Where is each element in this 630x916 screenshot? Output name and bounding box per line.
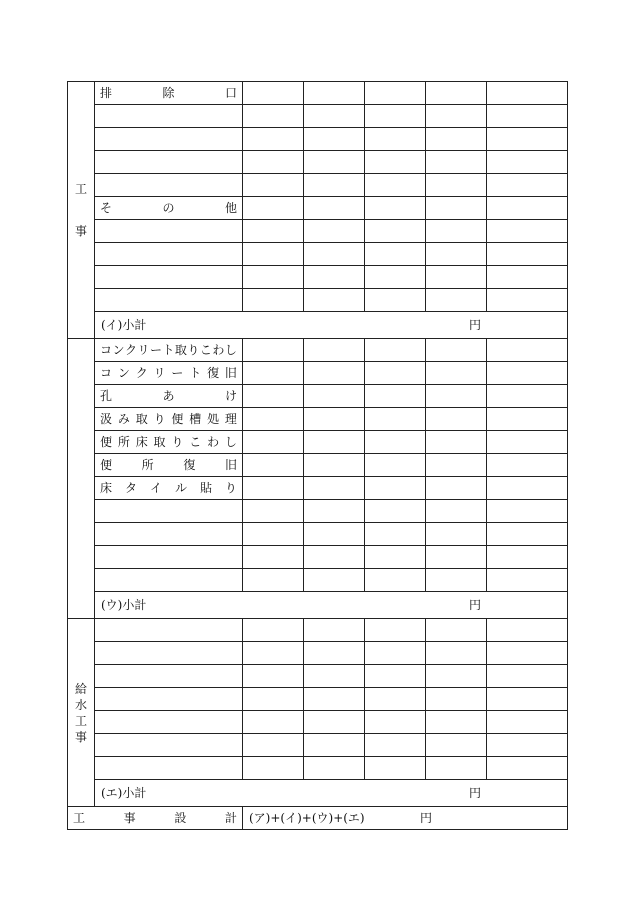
section1-item-name-cell[interactable]: [95, 220, 243, 243]
section2-value-cell-4[interactable]: [426, 362, 487, 385]
section3-value-cell-5[interactable]: [487, 619, 568, 642]
section1-value-cell-1[interactable]: [243, 289, 304, 312]
section3-value-cell-2[interactable]: [304, 619, 365, 642]
section1-item-name-cell[interactable]: [95, 128, 243, 151]
section2-item-row: [68, 408, 568, 431]
section1-value-cell-2[interactable]: [304, 289, 365, 312]
section2-item-row: [68, 500, 568, 523]
section3-item-row: [68, 642, 568, 665]
section1-category-title: [68, 183, 94, 237]
section3-value-cell-4[interactable]: [426, 665, 487, 688]
section2-item-row: [68, 454, 568, 477]
section2-item-row: [68, 523, 568, 546]
section3-value-cell-5[interactable]: [487, 734, 568, 757]
section1-item-row: [68, 197, 568, 220]
section1-value-cell-3[interactable]: [365, 266, 426, 289]
item-label: 便 所 床 取 り こ わ し: [100, 435, 237, 449]
section3-item-name-cell[interactable]: [95, 757, 243, 780]
section2-value-cell-1[interactable]: [243, 454, 304, 477]
section1-value-cell-4[interactable]: [426, 289, 487, 312]
section2-value-cell-1[interactable]: [243, 339, 304, 362]
section1-value-cell-2[interactable]: [304, 82, 365, 105]
section1-item-row: [68, 174, 568, 197]
section1-value-cell-1[interactable]: [243, 243, 304, 266]
section2-item-row: [68, 362, 568, 385]
section3-item-row: [68, 734, 568, 757]
section1-category-cell: [68, 82, 95, 339]
section2-value-cell-4[interactable]: [426, 523, 487, 546]
section2-value-cell-4[interactable]: [426, 569, 487, 592]
section2-value-cell-3[interactable]: [365, 408, 426, 431]
section3-value-cell-1[interactable]: [243, 757, 304, 780]
section3-item-name-cell[interactable]: [95, 734, 243, 757]
section1-value-cell-2[interactable]: [304, 197, 365, 220]
category-char: 事: [74, 729, 87, 744]
item-label: 汲 み 取 り 便 槽 処 理: [100, 412, 237, 426]
section3-subtotal-cell[interactable]: [95, 780, 568, 807]
section1-value-cell-5[interactable]: [487, 197, 568, 220]
section3-category-title: [68, 683, 94, 743]
section2-item-name-cell[interactable]: [95, 385, 243, 408]
section3-item-row: [68, 711, 568, 734]
item-label: そ の 他: [100, 201, 237, 215]
item-label: 便 所 復 旧: [100, 458, 237, 472]
section1-item-name-cell[interactable]: [95, 82, 243, 105]
section2-value-cell-3[interactable]: [365, 385, 426, 408]
section3-value-cell-1[interactable]: [243, 642, 304, 665]
section2-value-cell-1[interactable]: [243, 385, 304, 408]
section2-item-row: [68, 385, 568, 408]
section2-value-cell-2[interactable]: [304, 546, 365, 569]
yen-unit: 円: [468, 318, 481, 332]
section3-value-cell-2[interactable]: [304, 757, 365, 780]
section2-value-cell-3[interactable]: [365, 362, 426, 385]
category-char: 工: [74, 182, 87, 196]
category-char: 水: [74, 697, 87, 712]
section3-item-row: [68, 757, 568, 780]
section3-value-cell-4[interactable]: [426, 711, 487, 734]
section3-value-cell-3[interactable]: [365, 688, 426, 711]
section1-item-name-cell[interactable]: [95, 289, 243, 312]
section1-value-cell-4[interactable]: [426, 243, 487, 266]
section2-value-cell-4[interactable]: [426, 339, 487, 362]
section2-item-name-cell[interactable]: [95, 408, 243, 431]
design-total-formula: (ア)+(イ)+(ウ)+(エ): [249, 811, 365, 825]
section2-item-row: [68, 477, 568, 500]
section3-item-name-cell[interactable]: [95, 688, 243, 711]
section2-item-row: [68, 546, 568, 569]
section3-item-row: [68, 619, 568, 642]
subtotal-label: (イ)小計: [101, 318, 147, 332]
section2-item-row: [68, 339, 568, 362]
section2-item-name-cell[interactable]: [95, 523, 243, 546]
section1-item-name-cell[interactable]: [95, 243, 243, 266]
section3-subtotal-row: [68, 780, 568, 807]
section3-value-cell-2[interactable]: [304, 642, 365, 665]
section1-value-cell-1[interactable]: [243, 174, 304, 197]
section2-value-cell-5[interactable]: [487, 385, 568, 408]
section2-value-cell-3[interactable]: [365, 546, 426, 569]
section3-value-cell-3[interactable]: [365, 757, 426, 780]
section3-value-cell-1[interactable]: [243, 711, 304, 734]
section2-value-cell-2[interactable]: [304, 454, 365, 477]
section3-value-cell-4[interactable]: [426, 642, 487, 665]
section2-value-cell-2[interactable]: [304, 523, 365, 546]
section1-value-cell-3[interactable]: [365, 220, 426, 243]
section1-item-row: [68, 151, 568, 174]
section1-value-cell-5[interactable]: [487, 220, 568, 243]
section2-value-cell-2[interactable]: [304, 431, 365, 454]
section3-value-cell-2[interactable]: [304, 665, 365, 688]
section2-value-cell-3[interactable]: [365, 569, 426, 592]
section2-value-cell-2[interactable]: [304, 477, 365, 500]
section2-value-cell-1[interactable]: [243, 500, 304, 523]
section2-item-name-cell[interactable]: [95, 454, 243, 477]
section1-value-cell-3[interactable]: [365, 197, 426, 220]
section1-value-cell-4[interactable]: [426, 197, 487, 220]
section2-value-cell-2[interactable]: [304, 408, 365, 431]
section2-value-cell-1[interactable]: [243, 523, 304, 546]
section2-value-cell-4[interactable]: [426, 546, 487, 569]
section1-value-cell-3[interactable]: [365, 105, 426, 128]
section3-item-name-cell[interactable]: [95, 711, 243, 734]
section1-value-cell-4[interactable]: [426, 128, 487, 151]
yen-unit: 円: [419, 811, 432, 825]
section2-value-cell-2[interactable]: [304, 500, 365, 523]
section1-value-cell-5[interactable]: [487, 151, 568, 174]
section3-value-cell-3[interactable]: [365, 642, 426, 665]
category-char: 工: [74, 713, 87, 728]
section3-value-cell-1[interactable]: [243, 619, 304, 642]
section1-value-cell-2[interactable]: [304, 105, 365, 128]
subtotal-label: (エ)小計: [101, 786, 147, 800]
section3-value-cell-5[interactable]: [487, 642, 568, 665]
section1-subtotal-cell[interactable]: [95, 312, 568, 339]
section2-value-cell-1[interactable]: [243, 546, 304, 569]
section2-value-cell-5[interactable]: [487, 523, 568, 546]
section1-value-cell-4[interactable]: [426, 151, 487, 174]
section3-value-cell-1[interactable]: [243, 734, 304, 757]
section2-value-cell-1[interactable]: [243, 431, 304, 454]
section2-value-cell-1[interactable]: [243, 408, 304, 431]
section3-item-row: [68, 688, 568, 711]
section1-value-cell-1[interactable]: [243, 128, 304, 151]
section2-value-cell-3[interactable]: [365, 339, 426, 362]
section2-item-row: [68, 569, 568, 592]
section2-value-cell-5[interactable]: [487, 362, 568, 385]
section1-value-cell-4[interactable]: [426, 82, 487, 105]
section2-value-cell-3[interactable]: [365, 523, 426, 546]
design-total-label-cell: [68, 807, 243, 830]
section3-value-cell-5[interactable]: [487, 665, 568, 688]
design-total-row: [68, 807, 568, 830]
section2-value-cell-5[interactable]: [487, 569, 568, 592]
section1-value-cell-3[interactable]: [365, 151, 426, 174]
item-label: コ ン ク リ ー ト 取 り こ わ し: [100, 343, 237, 357]
section1-value-cell-1[interactable]: [243, 220, 304, 243]
section1-value-cell-4[interactable]: [426, 105, 487, 128]
subtotal-label: (ウ)小計: [101, 598, 147, 612]
section3-value-cell-3[interactable]: [365, 734, 426, 757]
section1-value-cell-5[interactable]: [487, 105, 568, 128]
section3-value-cell-4[interactable]: [426, 619, 487, 642]
section1-item-row: [68, 289, 568, 312]
item-label: コ ン ク リ ー ト 復 旧: [100, 366, 237, 380]
section2-value-cell-4[interactable]: [426, 385, 487, 408]
category-char: 事: [74, 224, 87, 238]
section1-value-cell-2[interactable]: [304, 174, 365, 197]
section1-value-cell-2[interactable]: [304, 220, 365, 243]
section2-value-cell-5[interactable]: [487, 431, 568, 454]
section1-item-name-cell[interactable]: [95, 197, 243, 220]
section3-value-cell-4[interactable]: [426, 734, 487, 757]
section1-value-cell-1[interactable]: [243, 105, 304, 128]
subtotal-line: [95, 319, 567, 331]
section1-value-cell-4[interactable]: [426, 220, 487, 243]
section3-value-cell-5[interactable]: [487, 711, 568, 734]
section2-value-cell-4[interactable]: [426, 500, 487, 523]
estimate-table: [67, 81, 568, 830]
section1-item-row: [68, 220, 568, 243]
section1-value-cell-3[interactable]: [365, 82, 426, 105]
section2-value-cell-3[interactable]: [365, 477, 426, 500]
subtotal-line: [95, 599, 567, 611]
section2-value-cell-2[interactable]: [304, 362, 365, 385]
section1-value-cell-3[interactable]: [365, 128, 426, 151]
section1-item-name-cell[interactable]: [95, 174, 243, 197]
section2-value-cell-5[interactable]: [487, 500, 568, 523]
section3-value-cell-2[interactable]: [304, 688, 365, 711]
section3-item-name-cell[interactable]: [95, 619, 243, 642]
section1-value-cell-1[interactable]: [243, 266, 304, 289]
section3-value-cell-3[interactable]: [365, 619, 426, 642]
section2-value-cell-4[interactable]: [426, 431, 487, 454]
construction-estimate-form: [67, 81, 567, 831]
section1-value-cell-5[interactable]: [487, 128, 568, 151]
section1-value-cell-2[interactable]: [304, 128, 365, 151]
section1-value-cell-5[interactable]: [487, 174, 568, 197]
design-total-formula-line: [243, 812, 567, 824]
section1-value-cell-1[interactable]: [243, 197, 304, 220]
section1-value-cell-2[interactable]: [304, 151, 365, 174]
section1-value-cell-3[interactable]: [365, 289, 426, 312]
section2-value-cell-1[interactable]: [243, 362, 304, 385]
section2-value-cell-4[interactable]: [426, 408, 487, 431]
section2-value-cell-5[interactable]: [487, 339, 568, 362]
category-char: 給: [74, 681, 87, 696]
section1-item-row: [68, 266, 568, 289]
section3-item-name-cell[interactable]: [95, 642, 243, 665]
section1-item-row: [68, 105, 568, 128]
section2-item-name-cell[interactable]: [95, 477, 243, 500]
section2-value-cell-4[interactable]: [426, 477, 487, 500]
estimate-table-body: [68, 82, 568, 830]
section3-value-cell-1[interactable]: [243, 665, 304, 688]
section2-value-cell-2[interactable]: [304, 569, 365, 592]
section3-category-cell: [68, 619, 95, 807]
section2-value-cell-5[interactable]: [487, 408, 568, 431]
section2-item-name-cell[interactable]: [95, 546, 243, 569]
section2-value-cell-3[interactable]: [365, 454, 426, 477]
section3-value-cell-4[interactable]: [426, 688, 487, 711]
section2-value-cell-3[interactable]: [365, 431, 426, 454]
section1-subtotal-row: [68, 312, 568, 339]
section1-value-cell-3[interactable]: [365, 174, 426, 197]
section2-item-name-cell[interactable]: [95, 500, 243, 523]
section1-value-cell-1[interactable]: [243, 151, 304, 174]
section1-item-name-cell[interactable]: [95, 266, 243, 289]
yen-unit: 円: [468, 598, 481, 612]
section1-value-cell-2[interactable]: [304, 266, 365, 289]
section2-value-cell-5[interactable]: [487, 477, 568, 500]
section2-item-name-cell[interactable]: [95, 339, 243, 362]
section2-value-cell-5[interactable]: [487, 546, 568, 569]
section2-value-cell-1[interactable]: [243, 477, 304, 500]
section3-item-name-cell[interactable]: [95, 665, 243, 688]
section1-item-row: [68, 243, 568, 266]
item-label: 床 タ イ ル 貼 り: [100, 481, 237, 495]
design-total-value-cell[interactable]: [243, 807, 568, 830]
section2-item-row: [68, 431, 568, 454]
subtotal-line: [95, 787, 567, 799]
section2-item-name-cell[interactable]: [95, 431, 243, 454]
section3-value-cell-5[interactable]: [487, 688, 568, 711]
section3-value-cell-2[interactable]: [304, 734, 365, 757]
section2-value-cell-2[interactable]: [304, 385, 365, 408]
item-label: 排 除 口: [100, 86, 237, 100]
section1-item-row: [68, 128, 568, 151]
section3-value-cell-1[interactable]: [243, 688, 304, 711]
section1-value-cell-5[interactable]: [487, 266, 568, 289]
section3-value-cell-5[interactable]: [487, 757, 568, 780]
section1-value-cell-5[interactable]: [487, 82, 568, 105]
section1-item-name-cell[interactable]: [95, 151, 243, 174]
section2-category-cell: [68, 339, 95, 619]
section1-value-cell-5[interactable]: [487, 289, 568, 312]
section2-value-cell-1[interactable]: [243, 569, 304, 592]
section2-subtotal-cell[interactable]: [95, 592, 568, 619]
section1-item-row: [68, 82, 568, 105]
section3-value-cell-4[interactable]: [426, 757, 487, 780]
section1-value-cell-3[interactable]: [365, 243, 426, 266]
section2-value-cell-2[interactable]: [304, 339, 365, 362]
item-label: 孔 あ け: [100, 389, 237, 403]
section3-value-cell-3[interactable]: [365, 665, 426, 688]
section1-value-cell-4[interactable]: [426, 174, 487, 197]
section2-value-cell-4[interactable]: [426, 454, 487, 477]
section2-subtotal-row: [68, 592, 568, 619]
section1-value-cell-5[interactable]: [487, 243, 568, 266]
section2-value-cell-3[interactable]: [365, 500, 426, 523]
section3-item-row: [68, 665, 568, 688]
design-total-label: 工 事 設 計: [73, 811, 237, 825]
section1-value-cell-4[interactable]: [426, 266, 487, 289]
section1-value-cell-1[interactable]: [243, 82, 304, 105]
yen-unit: 円: [468, 786, 481, 800]
section2-item-name-cell[interactable]: [95, 362, 243, 385]
section3-value-cell-2[interactable]: [304, 711, 365, 734]
section1-item-name-cell[interactable]: [95, 105, 243, 128]
section2-value-cell-5[interactable]: [487, 454, 568, 477]
section3-value-cell-3[interactable]: [365, 711, 426, 734]
section2-item-name-cell[interactable]: [95, 569, 243, 592]
section1-value-cell-2[interactable]: [304, 243, 365, 266]
